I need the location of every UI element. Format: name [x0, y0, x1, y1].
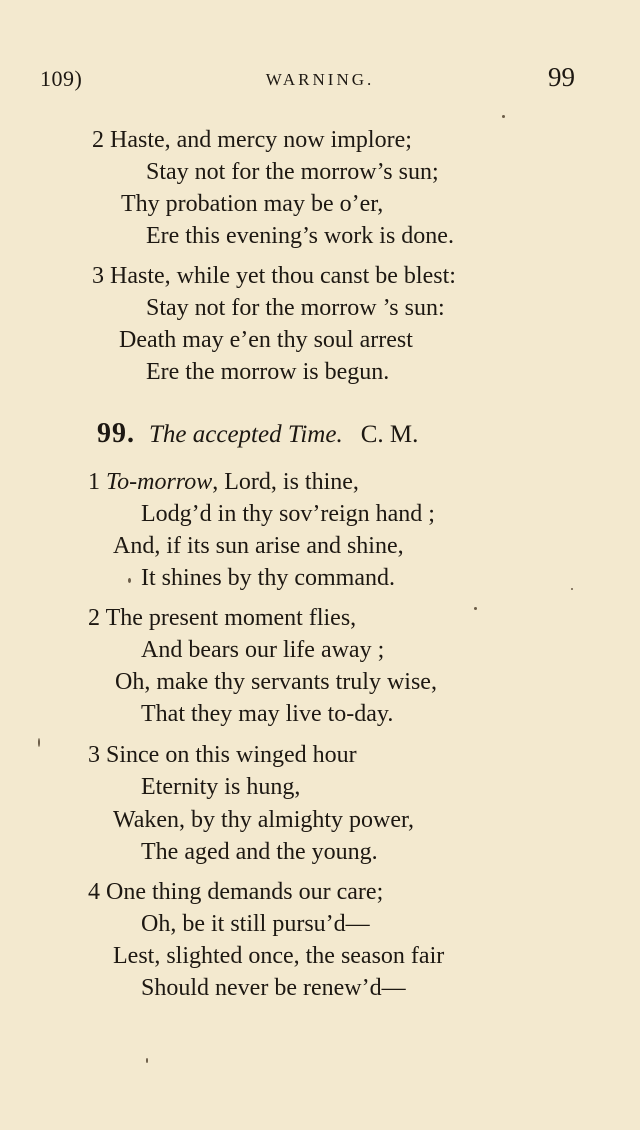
print-speck	[474, 607, 477, 610]
stanza-line: The aged and the young.	[141, 839, 378, 865]
print-speck	[571, 588, 573, 590]
stanza-line: Should never be renew’d—	[141, 975, 406, 1001]
hymn-heading	[97, 418, 418, 450]
stanza-line: Eternity is hung,	[141, 774, 301, 800]
hymn-title: The accepted Time.	[149, 421, 343, 448]
stanza-number: 2	[88, 605, 100, 631]
hymn-number: 99.	[97, 418, 135, 449]
stanza-number: 2	[92, 127, 104, 153]
stanza-line: Ere the morrow is begun.	[146, 359, 390, 385]
stanza-number: 3	[92, 263, 104, 289]
stanza-line	[88, 743, 357, 767]
print-speck	[502, 115, 505, 118]
stanza-italic-word: To-morrow	[106, 469, 213, 495]
stanza-line	[92, 128, 412, 152]
stanza-number: 4	[88, 879, 100, 905]
stanza-text: , Lord, is thine,	[212, 469, 359, 495]
stanza-line: Oh, make thy servants truly wise,	[115, 669, 437, 695]
stanza-line: And bears our life away ;	[141, 637, 385, 663]
header-page-ref: 109)	[40, 66, 83, 91]
stanza-line: Thy probation may be o’er,	[121, 191, 384, 217]
stanza-line: Death may e’en thy soul arrest	[119, 327, 413, 353]
stanza-text: Since on this winged hour	[106, 742, 357, 768]
print-speck	[128, 578, 131, 583]
stanza-line: Ere this evening’s work is done.	[146, 223, 454, 249]
stanza-text: One thing demands our care;	[106, 879, 384, 905]
stanza-text: Haste, while yet thou canst be blest:	[110, 263, 456, 289]
stanza-line: That they may live to-day.	[141, 701, 394, 727]
stanza-line: Lodg’d in thy sov’reign hand ;	[141, 501, 435, 527]
stanza-text: The present moment flies,	[105, 605, 357, 631]
running-head: WARNING.	[265, 70, 375, 89]
stanza-line: Stay not for the morrow’s sun;	[146, 159, 439, 185]
stanza-line	[88, 880, 383, 904]
print-speck	[38, 738, 40, 747]
stanza-line: Stay not for the morrow ’s sun:	[146, 295, 445, 321]
stanza-line: Oh, be it still pursu’d—	[141, 911, 370, 937]
print-speck	[146, 1058, 148, 1063]
stanza-line: And, if its sun arise and shine,	[113, 533, 404, 559]
stanza-text: Haste, and mercy now implore;	[110, 127, 412, 153]
page-number: 99	[548, 62, 575, 92]
stanza-line: Waken, by thy almighty power,	[113, 807, 415, 833]
hymn-meter: C. M.	[360, 421, 419, 448]
stanza-line: Lest, slighted once, the season fair	[113, 943, 445, 969]
stanza-line	[92, 264, 456, 288]
stanza-line	[88, 606, 356, 630]
stanza-number: 3	[88, 742, 100, 768]
stanza-line	[88, 470, 359, 494]
stanza-number: 1	[88, 469, 100, 495]
stanza-line: It shines by thy command.	[141, 565, 395, 591]
